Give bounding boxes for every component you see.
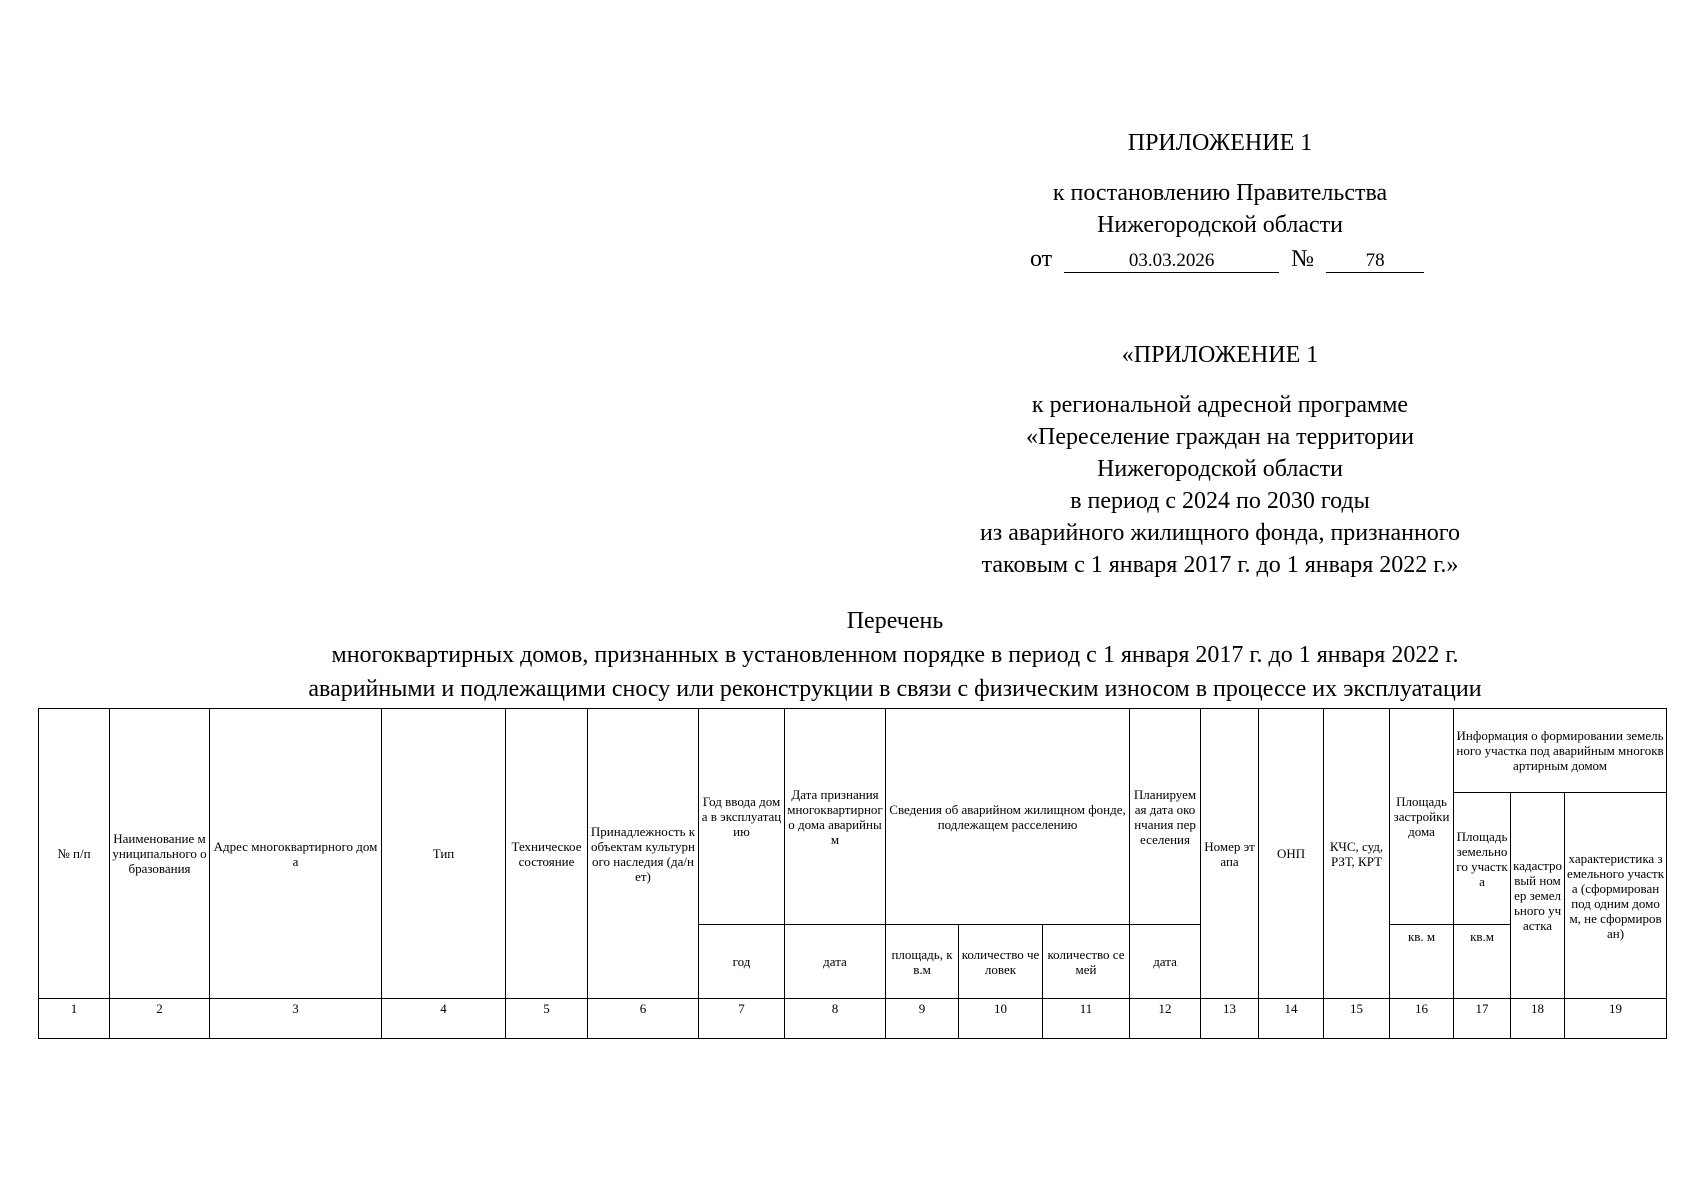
program-line-5: из аварийного жилищного фонда, признанного xyxy=(979,520,1461,546)
resolution-number: 78 xyxy=(1326,250,1424,273)
header-emergency-date: Дата признания многоквартирного дома аварийным xyxy=(785,709,886,925)
column-numbers-row xyxy=(39,999,1667,1039)
unit-date: дата xyxy=(785,925,886,999)
program-line-1: к региональной адресной программе xyxy=(1031,392,1409,418)
header-emergency-fund-group: Сведения об аварийном жилищном фонде, подлежащем расселению xyxy=(886,709,1130,925)
column-number: 11 xyxy=(1043,999,1130,1039)
column-number: 8 xyxy=(785,999,886,1039)
column-number: 2 xyxy=(110,999,210,1039)
column-number: 17 xyxy=(1454,999,1511,1039)
column-number: 10 xyxy=(959,999,1043,1039)
unit-building-area: кв. м xyxy=(1390,925,1454,999)
header-land-plot-characteristic: характеристика земельного участка (сформирован под одним домом, не сформирован) xyxy=(1565,793,1667,999)
header-planned-end-date: Планируемая дата окончания переселения xyxy=(1130,709,1201,925)
list-subtitle-1: многоквартирных домов, признанных в установленном порядке в период с 1 января 2017 г. до 1 января 2022 г. xyxy=(331,642,1459,668)
resolution-date-number-line xyxy=(1030,244,1424,274)
column-number: 16 xyxy=(1390,999,1454,1039)
header-cadastral-number: кадастровый номер земельного участка xyxy=(1511,793,1565,999)
program-line-4: в период с 2024 по 2030 годы xyxy=(1070,488,1370,514)
header-address: Адрес многоквартирного дома xyxy=(210,709,382,999)
column-number: 19 xyxy=(1565,999,1667,1039)
column-number: 13 xyxy=(1201,999,1259,1039)
resolution-date: 03.03.2026 xyxy=(1064,250,1279,273)
program-appendix-title: «ПРИЛОЖЕНИЕ 1 xyxy=(1121,342,1319,368)
header-technical-condition: Техническое состояние xyxy=(506,709,588,999)
column-number: 9 xyxy=(886,999,959,1039)
column-number: 14 xyxy=(1259,999,1324,1039)
resolution-line-1: к постановлению Правительства xyxy=(1052,180,1388,206)
unit-planned-date: дата xyxy=(1130,925,1201,999)
column-number: 6 xyxy=(588,999,699,1039)
header-land-plot-group: Информация о формировании земельного участка под аварийным многоквартирным домом xyxy=(1454,709,1667,793)
unit-area: площадь, кв.м xyxy=(886,925,959,999)
program-line-3: Нижегородской области xyxy=(1096,456,1344,482)
header-building-area: Площадь застройки дома xyxy=(1390,709,1454,925)
list-subtitle-2: аварийными и подлежащими сносу или реконструкции в связи с физическим износом в процессе их эксплуатации xyxy=(308,676,1482,702)
header-onp: ОНП xyxy=(1259,709,1324,999)
unit-land-plot-area: кв.м xyxy=(1454,925,1511,999)
appendix-title: ПРИЛОЖЕНИЕ 1 xyxy=(1127,130,1313,156)
column-number: 12 xyxy=(1130,999,1201,1039)
header-commissioning-year: Год ввода дома в эксплуатацию xyxy=(699,709,785,925)
number-sign: № xyxy=(1291,246,1315,272)
column-number: 18 xyxy=(1511,999,1565,1039)
header-type: Тип xyxy=(382,709,506,999)
from-label: от xyxy=(1030,246,1053,272)
list-title: Перечень xyxy=(846,608,944,634)
unit-families: количество семей xyxy=(1043,925,1130,999)
houses-table xyxy=(38,708,1667,1039)
header-cultural-heritage: Принадлежность к объектам культурного наследия (да/нет) xyxy=(588,709,699,999)
program-line-6: таковым с 1 января 2017 г. до 1 января 2022 г.» xyxy=(981,552,1459,578)
header-land-plot-area: Площадь земельного участка xyxy=(1454,793,1511,925)
unit-persons: количество человек xyxy=(959,925,1043,999)
column-number: 7 xyxy=(699,999,785,1039)
column-number: 5 xyxy=(506,999,588,1039)
header-stage-number: Номер этапа xyxy=(1201,709,1259,999)
column-number: 1 xyxy=(39,999,110,1039)
column-number: 4 xyxy=(382,999,506,1039)
column-number: 3 xyxy=(210,999,382,1039)
header-kchs: КЧС, суд, РЗТ, КРТ xyxy=(1324,709,1390,999)
resolution-line-2: Нижегородской области xyxy=(1096,212,1344,238)
header-row-number: № п/п xyxy=(39,709,110,999)
header-municipality: Наименование муниципального образования xyxy=(110,709,210,999)
program-line-2: «Переселение граждан на территории xyxy=(1026,424,1414,450)
unit-year: год xyxy=(699,925,785,999)
column-number: 15 xyxy=(1324,999,1390,1039)
